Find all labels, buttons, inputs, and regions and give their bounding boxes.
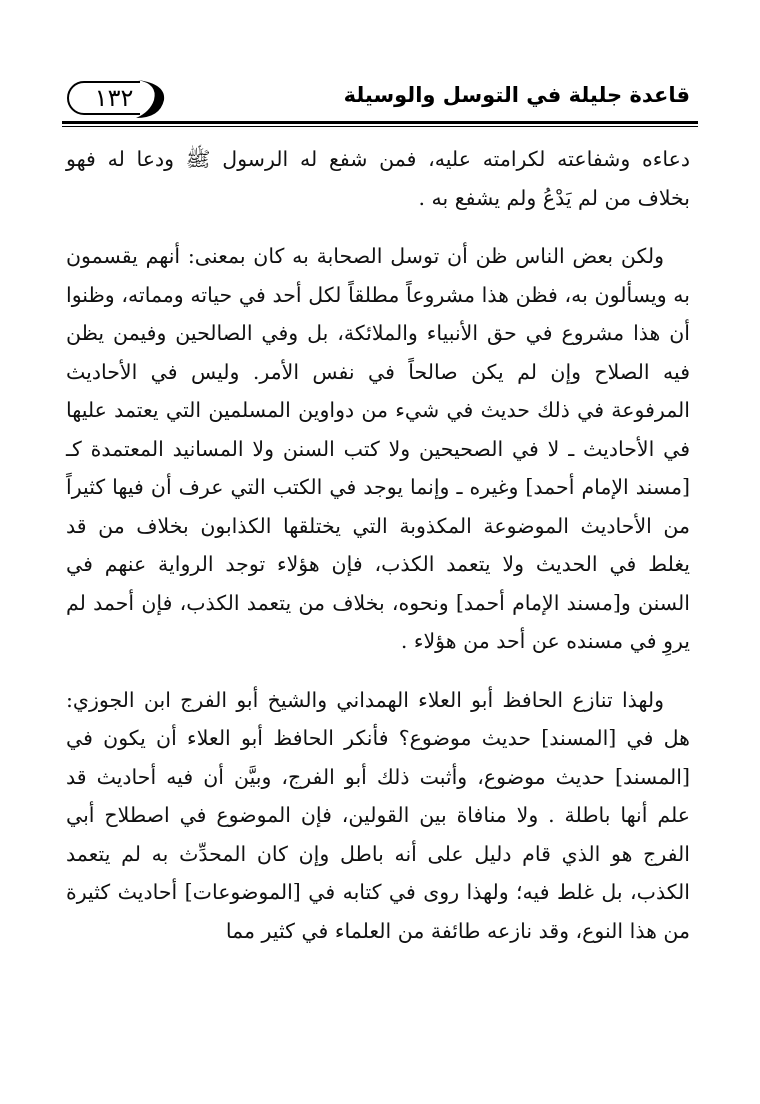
paragraph: دعاءه وشفاعته لكرامته عليه، فمن شفع له الرسول ﷺ ودعا له فهو بخلاف من لم يَدْعُ ولم يشفع به . [66, 147, 690, 210]
running-title: قاعدة جليلة في التوسل والوسيلة [343, 83, 690, 107]
header-rule-thin [62, 126, 698, 127]
page-number: ١٣٢ [94, 84, 134, 112]
page-header [62, 78, 690, 120]
paragraph: ولكن بعض الناس ظن أن توسل الصحابة به كان بمعنى: أنهم يقسمون به ويسألون به، فظن هذا مشروعاً مطلقاً لكل أحد في حياته ومماته، وظنوا أن هذا مشروع في حق الأنبياء والملائكة، بل وفي الصالحين وفيمن يظن فيه الصلاح وإن لم يكن صالحاً في نفس الأمر. وليس في الأحاديث المرفوعة في ذلك حديث في شيء من دواوين المسلمين التي يعتمد عليها في الأحاديث ـ لا في الصحيحين ولا كتب السنن ولا المسانيد المعتمدة كـ [مسند الإمام أحمد] وغيره ـ وإنما يوجد في الكتب التي عرف أن فيها كثيراً من الأحاديث الموضوعة المكذوبة التي يختلقها الكذابون بخلاف من قد يغلط في الحديث ولا يتعمد الكذب، فإن هؤلاء توجد الرواية عنهم في السنن و[مسند الإمام أحمد] ونحوه، بخلاف من يتعمد الكذب، فإن أحمد لم يروِ في مسنده عن أحد من هؤلاء . [66, 244, 690, 653]
page-body [66, 140, 690, 950]
paragraph: ولهذا تنازع الحافظ أبو العلاء الهمداني والشيخ أبو الفرج ابن الجوزي: هل في [المسند] حديث موضوع؟ فأنكر الحافظ أبو العلاء أن يكون في [المسند] حديث موضوع، وأثبت ذلك أبو الفرج، وبيَّن أن فيه أحاديث قد علم أنها باطلة . ولا منافاة بين القولين، فإن الموضوع في اصطلاح أبي الفرج هو الذي قام دليل على أنه باطل وإن كان المحدِّث به لم يتعمد الكذب، بل غلط فيه؛ ولهذا روى في كتابه في [الموضوعات] أحاديث كثيرة من هذا النوع، وقد نازعه طائفة من العلماء في كثير مما [66, 687, 690, 943]
header-rule [62, 121, 698, 124]
page-number-badge [62, 78, 166, 118]
